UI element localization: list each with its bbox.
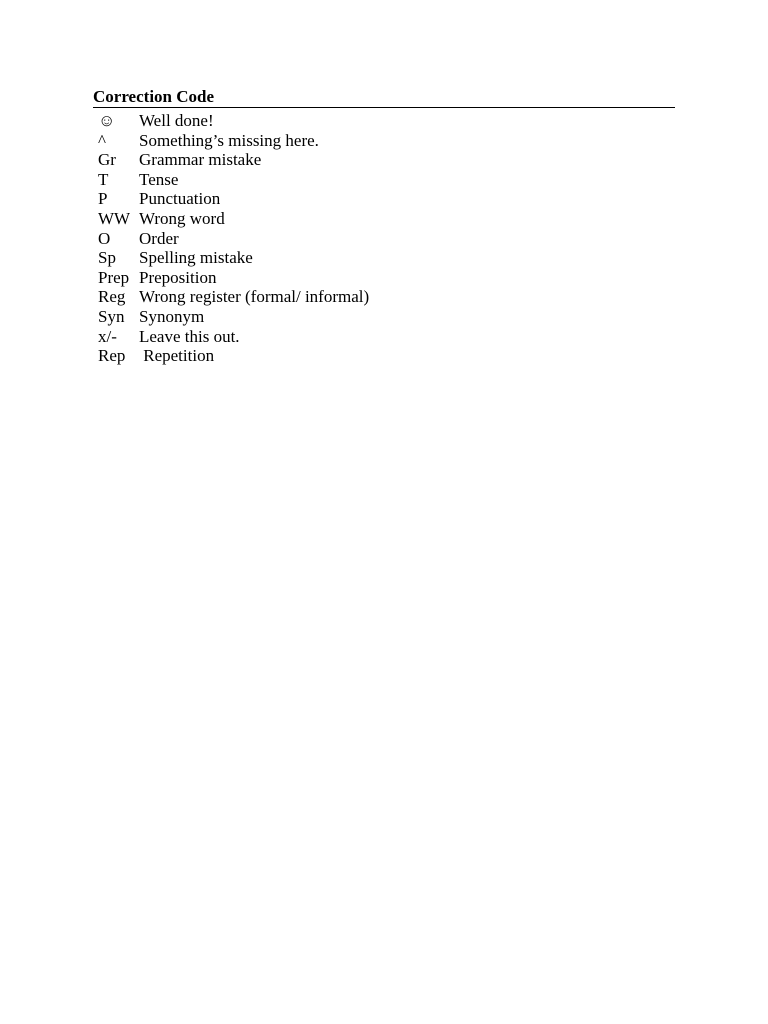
meaning-cell: Wrong word <box>139 208 225 228</box>
table-row <box>98 150 369 170</box>
table-row <box>98 327 369 347</box>
code-cell: Syn <box>98 306 125 326</box>
meaning-cell: Wrong register (formal/ informal) <box>139 287 370 307</box>
table-row <box>98 346 369 366</box>
correction-code-table <box>98 111 369 366</box>
table-row <box>98 268 369 288</box>
code-cell: Reg <box>98 287 126 307</box>
section-title: Correction Code <box>93 87 675 108</box>
correction-code-section <box>93 87 675 366</box>
table-row <box>98 111 369 131</box>
meaning-cell: Leave this out. <box>139 326 240 346</box>
table-row <box>98 248 369 268</box>
code-cell: ☺ <box>98 111 116 130</box>
table-row <box>98 170 369 190</box>
code-cell: T <box>98 169 109 189</box>
code-cell: Sp <box>98 248 116 268</box>
meaning-cell: Something’s missing here. <box>139 130 319 150</box>
table-row <box>98 209 369 229</box>
meaning-cell: Tense <box>139 169 179 189</box>
meaning-cell: Preposition <box>139 267 217 287</box>
table-row <box>98 229 369 249</box>
meaning-cell: Synonym <box>139 306 205 326</box>
table-row <box>98 287 369 307</box>
meaning-cell: Repetition <box>139 346 215 366</box>
meaning-cell: Grammar mistake <box>139 150 262 170</box>
code-cell: O <box>98 228 111 248</box>
meaning-cell: Spelling mistake <box>139 248 253 268</box>
meaning-cell: Well done! <box>139 111 214 130</box>
table-row <box>98 131 369 151</box>
code-cell: x/- <box>98 326 117 346</box>
code-cell: ^ <box>98 130 106 150</box>
code-cell: Gr <box>98 150 116 170</box>
meaning-cell: Punctuation <box>139 189 221 209</box>
table-row <box>98 307 369 327</box>
meaning-cell: Order <box>139 228 179 248</box>
table-row <box>98 189 369 209</box>
code-cell: WW <box>98 208 131 228</box>
code-cell: Rep <box>98 346 126 366</box>
code-cell: Prep <box>98 267 130 287</box>
code-cell: P <box>98 189 108 209</box>
